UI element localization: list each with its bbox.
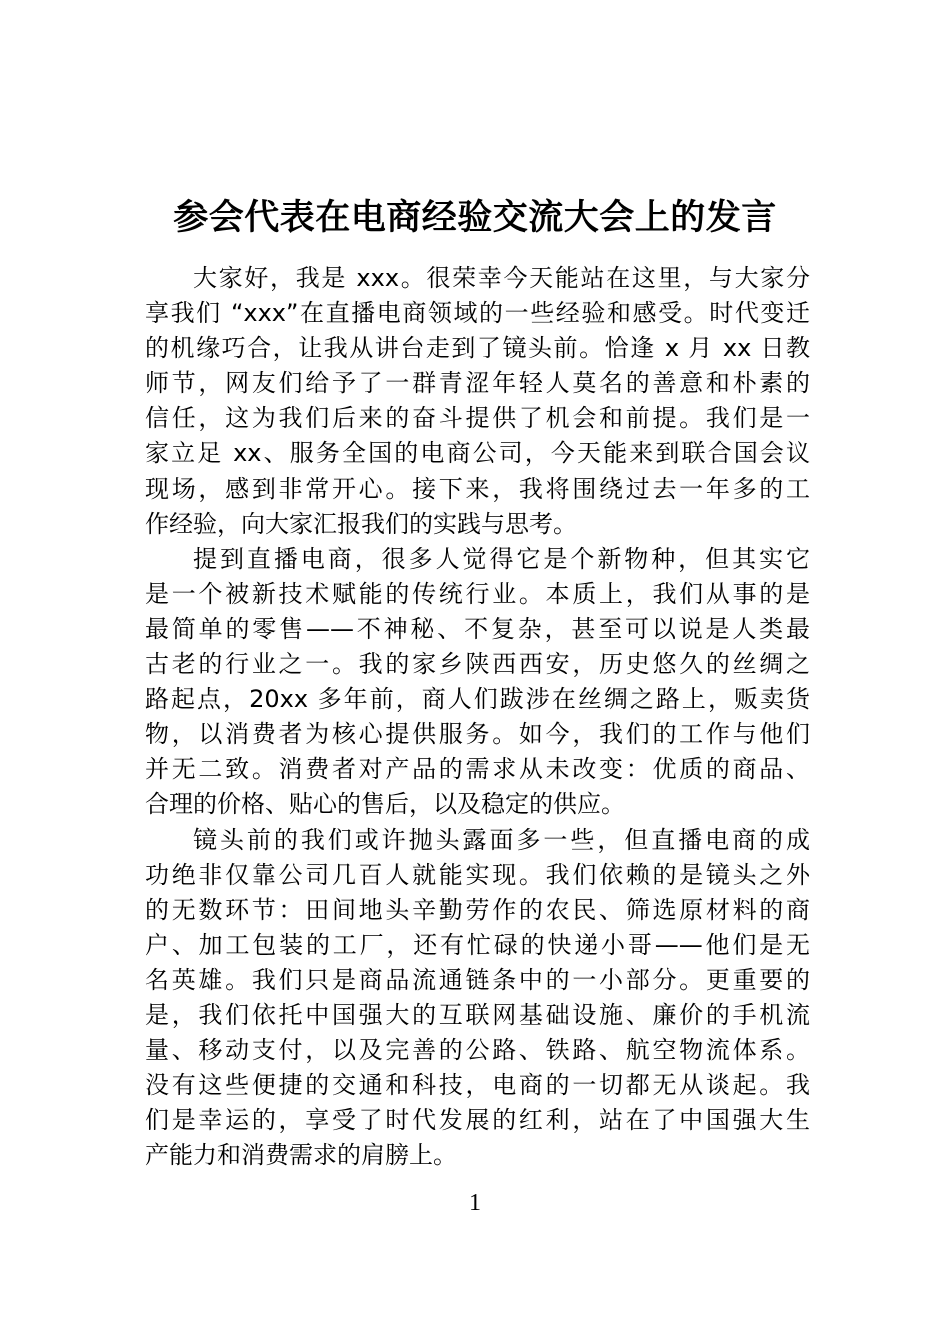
text-line: 信任，这为我们后来的奋斗提供了机会和前提。我们是一 bbox=[145, 404, 810, 433]
text-line: 作经验，向大家汇报我们的实践与思考。 bbox=[145, 509, 577, 538]
text-line: 功绝非仅靠公司几百人就能实现。我们依赖的是镜头之外 bbox=[145, 860, 810, 889]
document-body bbox=[145, 261, 810, 1173]
text-line: 现场，感到非常开心。接下来，我将围绕过去一年多的工 bbox=[145, 474, 810, 503]
text-line: 是一个被新技术赋能的传统行业。本质上，我们从事的是 bbox=[145, 579, 810, 608]
text-line: 是，我们依托中国强大的互联网基础设施、廉价的手机流 bbox=[145, 1000, 810, 1029]
text-line: 户、加工包装的工厂，还有忙碌的快递小哥——他们是无 bbox=[145, 930, 810, 959]
page-number: 1 bbox=[469, 1190, 481, 1216]
text-line: 的无数环节：田间地头辛勤劳作的农民、筛选原材料的商 bbox=[145, 895, 810, 924]
text-line: 路起点，20xx 多年前，商人们跋涉在丝绸之路上，贩卖货 bbox=[145, 685, 810, 714]
text-line: 镜头前的我们或许抛头露面多一些，但直播电商的成 bbox=[193, 825, 810, 854]
text-line: 量、移动支付，以及完善的公路、铁路、航空物流体系。 bbox=[145, 1036, 810, 1065]
paragraph-2 bbox=[145, 542, 810, 823]
paragraph-3 bbox=[145, 823, 810, 1174]
text-line: 合理的价格、贴心的售后，以及稳定的供应。 bbox=[145, 790, 625, 819]
text-line: 最简单的零售——不神秘、不复杂，甚至可以说是人类最 bbox=[145, 614, 810, 643]
text-line: 家立足 xx、服务全国的电商公司，今天能来到联合国会议 bbox=[145, 439, 810, 468]
text-line: 没有这些便捷的交通和科技，电商的一切都无从谈起。我 bbox=[145, 1071, 810, 1100]
text-line: 物，以消费者为核心提供服务。如今，我们的工作与他们 bbox=[145, 720, 810, 749]
text-line: 大家好，我是 xxx。很荣幸今天能站在这里，与大家分 bbox=[193, 264, 810, 292]
paragraph-1 bbox=[145, 261, 810, 542]
text-line: 们是幸运的，享受了时代发展的红利，站在了中国强大生 bbox=[145, 1106, 810, 1135]
text-line: 的机缘巧合，让我从讲台走到了镜头前。恰逢 x 月 xx 日教 bbox=[145, 334, 810, 363]
text-line: 师节，网友们给予了一群青涩年轻人莫名的善意和朴素的 bbox=[145, 369, 810, 398]
text-line: 名英雄。我们只是商品流通链条中的一小部分。更重要的 bbox=[145, 965, 810, 994]
text-line: 享我们 “xxx”在直播电商领域的一些经验和感受。时代变迁 bbox=[145, 299, 810, 328]
text-line: 产能力和消费需求的肩膀上。 bbox=[145, 1141, 457, 1170]
text-line: 并无二致。消费者对产品的需求从未改变：优质的商品、 bbox=[145, 755, 810, 784]
text-line: 古老的行业之一。我的家乡陕西西安，历史悠久的丝绸之 bbox=[145, 650, 810, 679]
text-line: 提到直播电商，很多人觉得它是个新物种，但其实它 bbox=[193, 544, 810, 573]
document-title: 参会代表在电商经验交流大会上的发言 bbox=[173, 198, 777, 239]
